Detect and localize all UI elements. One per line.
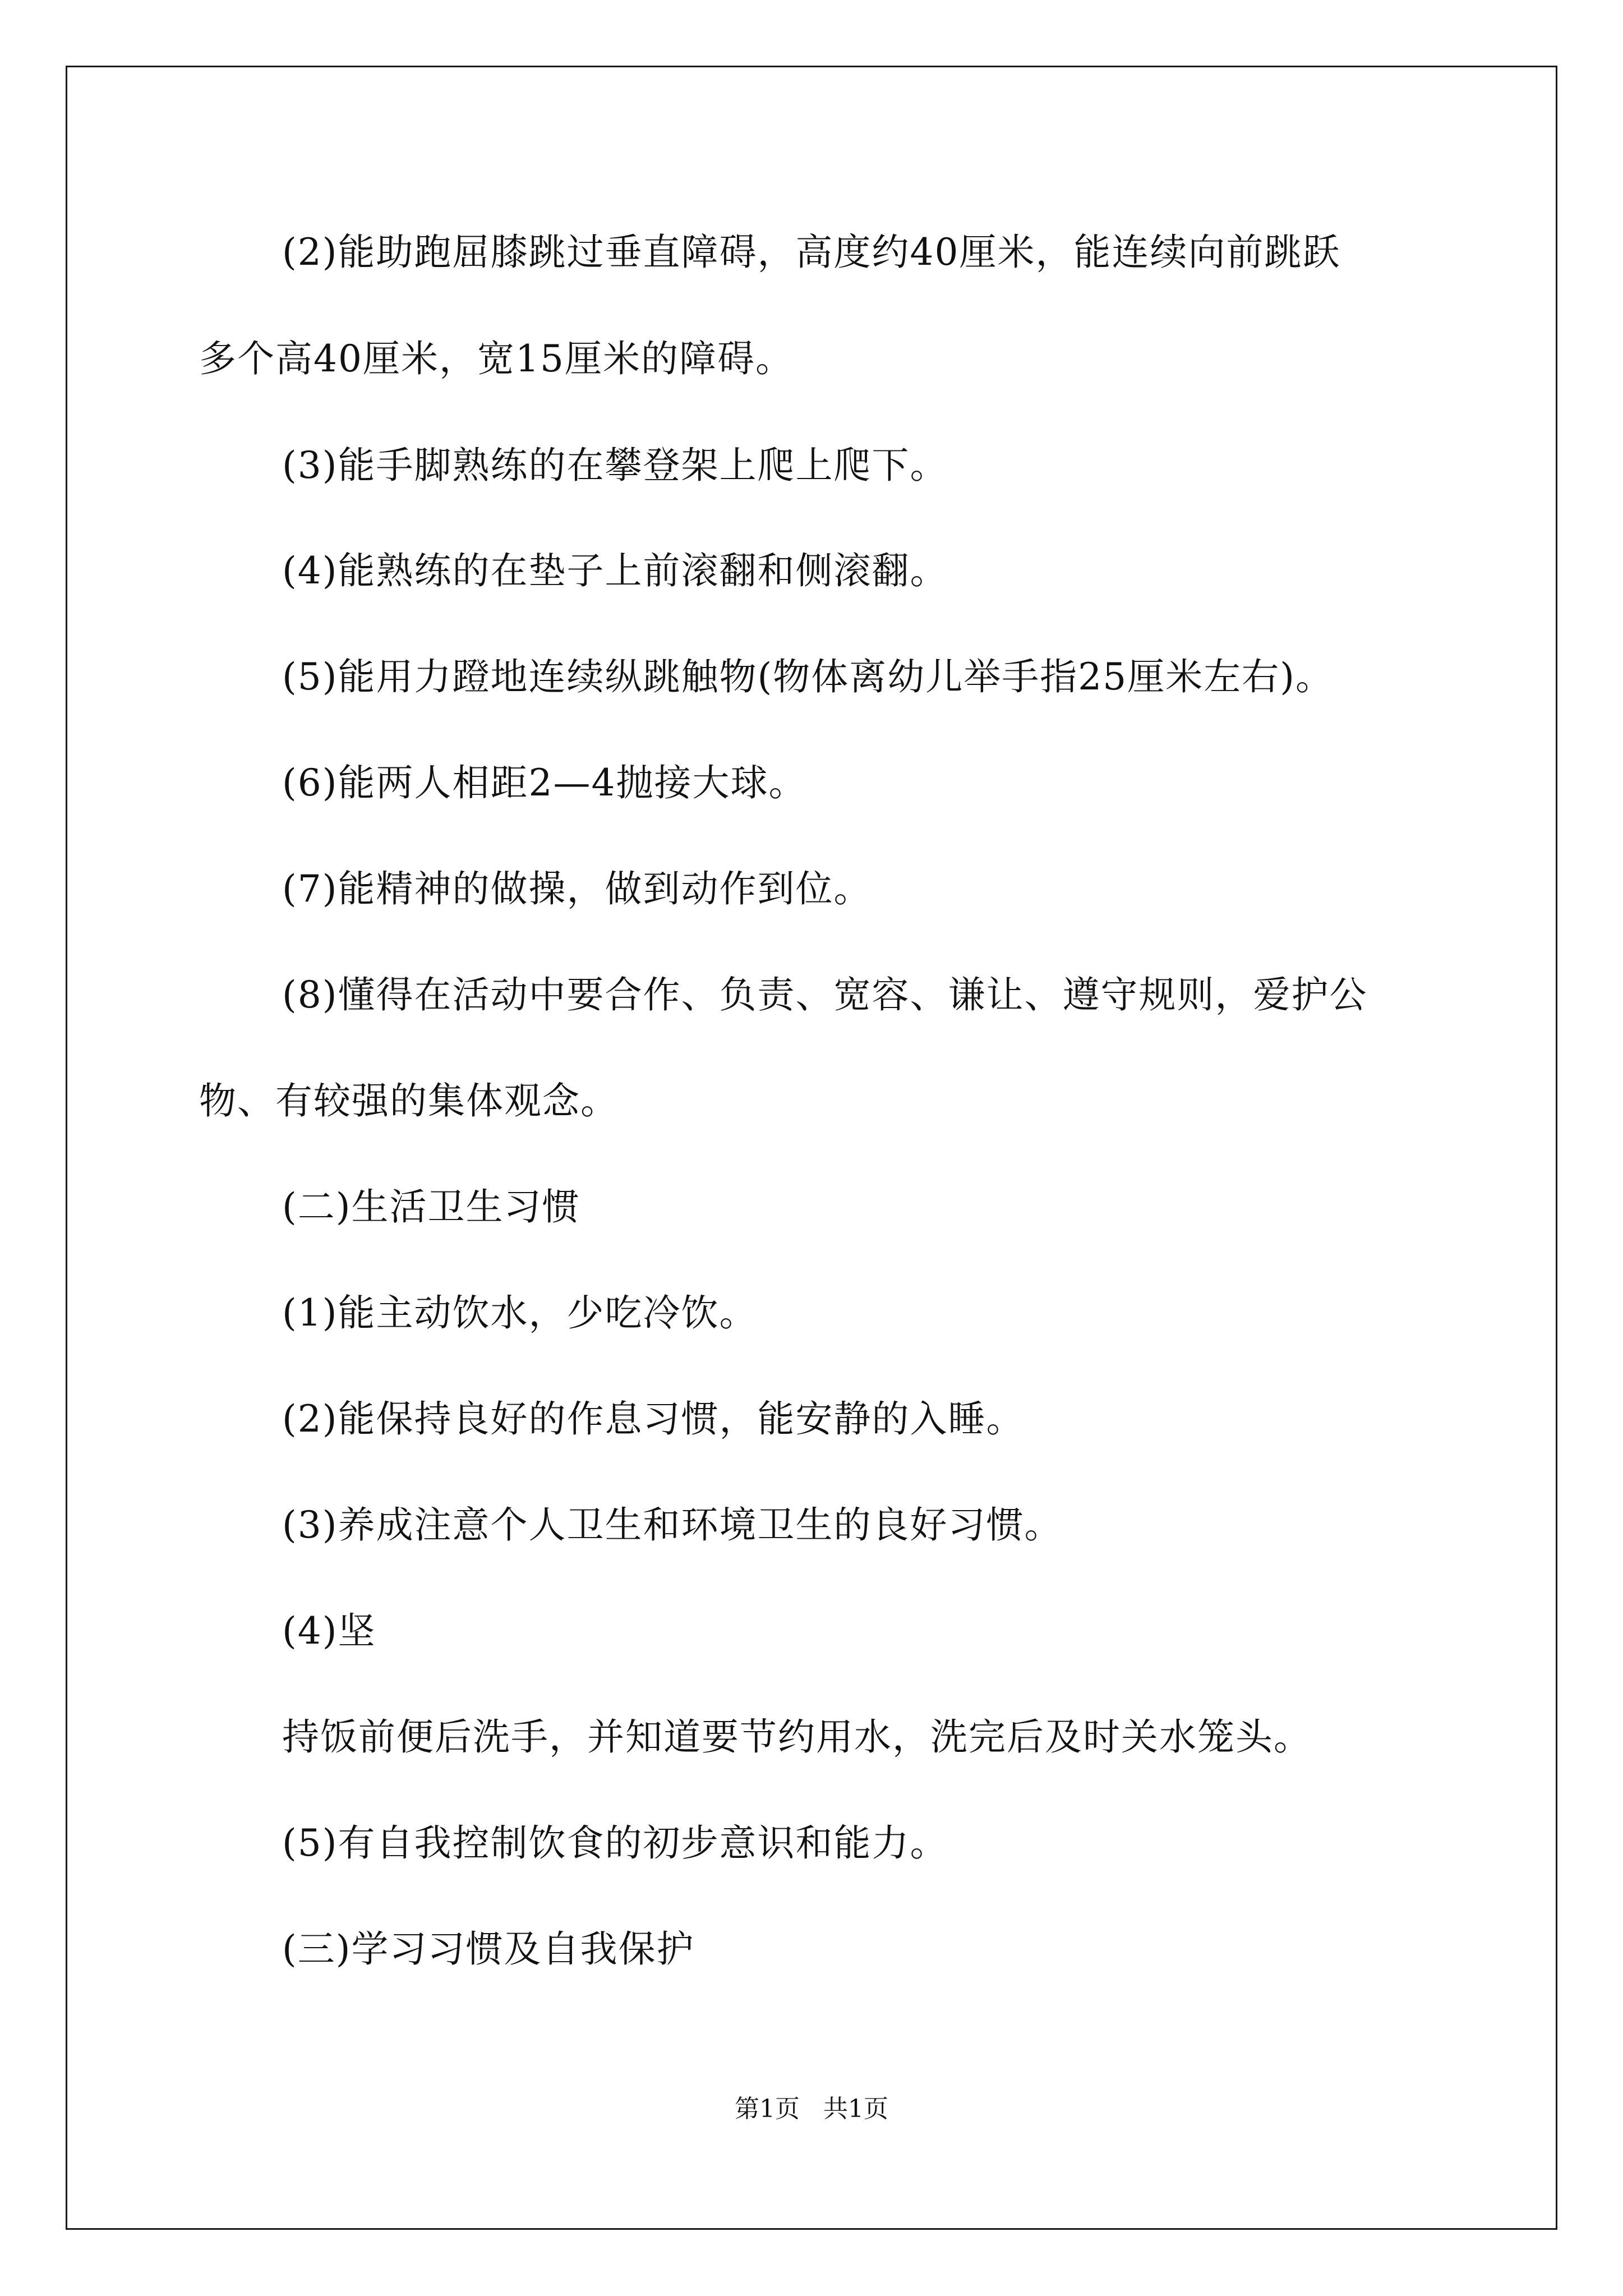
- text-line: (2)能保持良好的作息习惯，能安静的入睡。: [282, 1397, 1025, 1441]
- text-line: (5)有自我控制饮食的初步意识和能力。: [282, 1821, 948, 1865]
- section-heading: (三)学习习惯及自我保护: [282, 1927, 695, 1971]
- text-line: (4)坚: [282, 1609, 376, 1653]
- text-line: (6)能两人相距2—4抛接大球。: [282, 761, 807, 804]
- text-line: (8)懂得在活动中要合作、负责、宽容、谦让、遵守规则，爱护公: [282, 973, 1368, 1016]
- text-line: (1)能主动饮水，少吃冷饮。: [282, 1291, 758, 1335]
- text-line: (3)养成注意个人卫生和环境卫生的良好习惯。: [282, 1503, 1063, 1547]
- page-number-footer: 第1页 共1页: [735, 2095, 888, 2123]
- text-line: (7)能精神的做操，做到动作到位。: [282, 867, 872, 910]
- text-line: 物、有较强的集体观念。: [199, 1079, 619, 1122]
- text-line: (5)能用力蹬地连续纵跳触物(物体离幼儿举手指25厘米左右)。: [282, 655, 1334, 698]
- text-line: 多个高40厘米，宽15厘米的障碍。: [199, 337, 794, 380]
- text-line: (3)能手脚熟练的在攀登架上爬上爬下。: [282, 444, 948, 487]
- text-line: 持饭前便后洗手，并知道要节约用水，洗完后及时关水笼头。: [282, 1715, 1312, 1759]
- text-line: (4)能熟练的在垫子上前滚翻和侧滚翻。: [282, 549, 948, 592]
- section-heading: (二)生活卫生习惯: [282, 1185, 580, 1228]
- text-line: (2)能助跑屈膝跳过垂直障碍，高度约40厘米，能连续向前跳跃: [282, 231, 1341, 274]
